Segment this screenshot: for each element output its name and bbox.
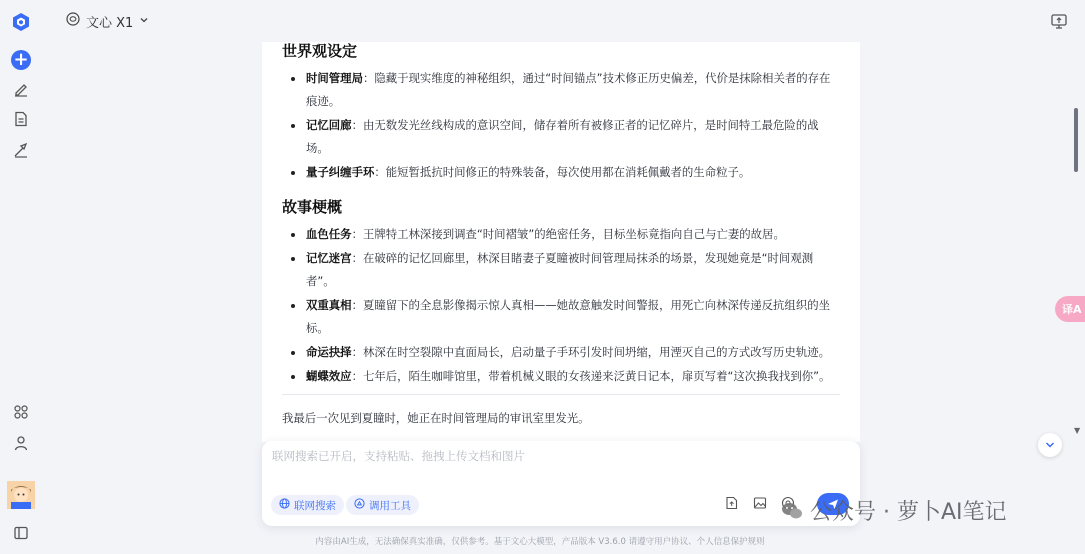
edit-icon[interactable]: [9, 77, 33, 101]
upload-file-icon[interactable]: [724, 495, 740, 511]
user-icon[interactable]: [9, 431, 33, 455]
new-chat-button[interactable]: +: [11, 50, 31, 70]
item-text: ：夏瞳留下的全息影像揭示惊人真相——她故意触发时间警报，用死亡向林深传递反抗组织的坐标。: [306, 298, 830, 335]
watermark: [780, 495, 1007, 526]
sidebar: [0, 0, 42, 554]
globe-icon: [279, 498, 290, 512]
translate-float-button[interactable]: [1055, 296, 1085, 322]
item-term: 时间管理局: [306, 71, 363, 85]
document-icon[interactable]: [9, 107, 33, 131]
avatar[interactable]: [7, 481, 35, 509]
app-logo-icon[interactable]: [11, 12, 31, 32]
list-item: [282, 365, 840, 388]
item-term: 蝴蝶效应: [306, 369, 352, 383]
item-text: ：林深在时空裂隙中直面局长，启动量子手环引发时间坍缩，用湮灭自己的方式改写历史轨迹。: [351, 345, 830, 359]
apps-grid-icon[interactable]: [9, 400, 33, 424]
story-paragraph: 我最后一次见到夏瞳时，她正在时间管理局的审讯室里发光。: [282, 411, 590, 425]
item-text: ：在破碎的记忆回廊里，林深目睹妻子夏瞳被时间管理局抹杀的场景，发现她竟是“时间观测者”。: [306, 251, 814, 288]
list-item: [282, 247, 840, 293]
divider: [282, 394, 840, 395]
model-selector[interactable]: [66, 10, 149, 32]
list-item: [282, 341, 840, 364]
list-item: [282, 223, 840, 246]
item-text: ：七年后，陌生咖啡馆里，带着机械义眼的女孩递来泛黄日记本，扉页写着“这次换我找到你”。: [351, 369, 831, 383]
chat-response: [262, 42, 860, 442]
web-search-toggle[interactable]: [271, 495, 344, 515]
section-title: 世界观设定: [282, 42, 358, 60]
tools-toggle[interactable]: [346, 495, 419, 515]
composer: [262, 441, 860, 526]
list-item: [282, 294, 840, 340]
item-term: 记忆迷宫: [306, 251, 352, 265]
item-text: ：能短暂抵抗时间修正的特殊装备，每次使用都在消耗佩戴者的生命粒子。: [374, 165, 751, 179]
translate-label: 译A: [1062, 303, 1082, 316]
chevron-down-icon: [139, 14, 149, 29]
chevron-down-icon: [1044, 439, 1056, 451]
model-name: 文心 X1: [86, 15, 134, 31]
web-search-label: 联网搜索: [294, 499, 336, 512]
page-scrollbar[interactable]: [1074, 108, 1078, 172]
wechat-icon: [780, 499, 804, 523]
item-term: 记忆回廊: [306, 118, 352, 132]
tool-icon: [354, 498, 365, 512]
item-term: 双重真相: [306, 298, 352, 312]
scroll-down-arrow-icon[interactable]: ▼: [1074, 426, 1081, 435]
upload-image-icon[interactable]: [752, 495, 768, 511]
watermark-text: 公众号 · 萝卜AI笔记: [810, 500, 1007, 525]
model-icon: [66, 12, 80, 30]
tools-label: 调用工具: [369, 499, 411, 512]
item-term: 命运抉择: [306, 345, 352, 359]
chat-input[interactable]: [272, 449, 832, 463]
list-item: [282, 161, 840, 184]
section-title: 故事梗概: [282, 198, 343, 216]
footer-disclaimer: 内容由AI生成，无法确保真实准确，仅供参考。基于文心大模型，产品版本 V3.6.0 请遵守用户协议、个人信息保护规则: [315, 537, 765, 547]
worldview-list: [282, 67, 840, 184]
item-text: ：王牌特工林深接到调查“时间褶皱”的绝密任务，目标坐标竟指向自己与亡妻的故居。: [351, 227, 785, 241]
scroll-to-bottom-button[interactable]: [1038, 433, 1062, 457]
list-item: [282, 67, 840, 113]
screen-share-icon[interactable]: [1050, 12, 1068, 30]
item-term: 血色任务: [306, 227, 352, 241]
item-text: ：隐藏于现实维度的神秘组织，通过“时间锚点”技术修正历史偏差，代价是抹除相关者的存在痕迹。: [306, 71, 831, 108]
write-icon[interactable]: [9, 138, 33, 162]
item-text: ：由无数发光丝线构成的意识空间，储存着所有被修正者的记忆碎片，是时间特工最危险的战场。: [306, 118, 819, 155]
synopsis-list: [282, 223, 840, 388]
item-term: 量子纠缠手环: [306, 165, 375, 179]
list-item: [282, 114, 840, 160]
